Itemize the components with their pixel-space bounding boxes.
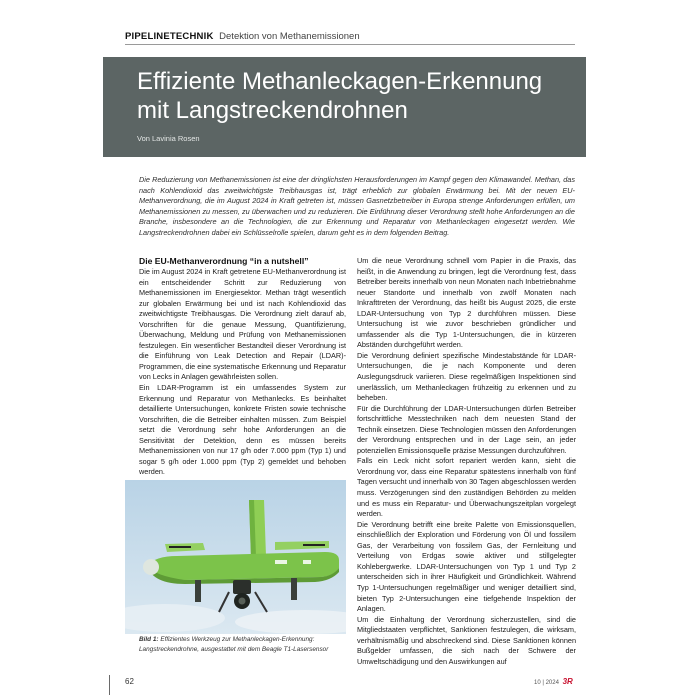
drone-photo xyxy=(125,480,346,634)
footer-mark xyxy=(109,675,110,695)
page-number: 62 xyxy=(125,677,134,686)
drone-illustration xyxy=(125,480,346,634)
paragraph: Die Verordnung betrifft eine breite Palette von Emissionsquellen, einschließlich der Exploration und Förderung von Öl und fossilem Gas, der Verarbeitung von fossilem Gas, der Fernleitung und Verteilung von Erdgas sowie aktiver und stillgelegter Kohlebergwerke. LDAR-Untersuchungen von Typ 1 und Typ 2 unterscheiden sich in ihrer Häufigkeit und Gründlichkeit. Während Typ 1-Untersuchungen regelmäßiger und weniger detailliert sind, bieten Typ 2-Untersuchungen eine tiefgehende Inspektion der Anlagen. xyxy=(357,519,576,614)
magazine-logo: 3R xyxy=(562,677,573,686)
issue-label: 10 | 2024 xyxy=(534,680,559,686)
paragraph: Ein LDAR-Programm ist ein umfassendes System zur Erkennung und Reparatur von Methanlecks. Es beinhaltet detaillierte Untersuchungen, konkrete Fristen sowie technische Vorschriften, die die Betreiber einhalten müssen. Zum Beispiel setzt die Verordnung sehr hohe Anforderungen an die Sensitivität der Detektion, denn es müssen bereits Methanemissionen von nur 17 g/h oder 7.000 ppm (Typ 1) und sogar 5 g/h oder 1.000 ppm (Typ 2) gemeldet und behoben werden. xyxy=(139,383,346,477)
caption-text: Effizientes Werkzeug zur Methanleckagen-Erkennung: Langstreckendrohne, ausgestattet mit dem Beagle T1-Lasersensor xyxy=(139,636,329,653)
text-column-right xyxy=(357,256,576,667)
article-title: Effiziente Methanleckagen-Erkennung mit Langstreckendrohnen xyxy=(137,68,543,124)
paragraph: Um die Einhaltung der Verordnung sicherzustellen, sind die Mitgliedstaaten verpflichtet, Sanktionen festzulegen, die wirksam, verhältnismäßig und abschreckend sind. Diese Sanktionen können Bußgelder umfassen, die sich nach der Schwere der Umweltschädigung und den Auswirkungen auf xyxy=(357,614,576,666)
article-lead: Die Reduzierung von Methanemissionen ist eine der dringlichsten Herausforderungen im Kampf gegen den Klimawandel. Methan, das nach Kohlendioxid das zweitwichtigste Treibhausgas ist, trägt erheblich zur globalen Erwärmung bei. Mit der neuen EU-Methanverordnung, die im August 2024 in Kraft getreten ist, müssen Gasnetzbetreiber in Europa strenge Anforderungen erfüllen, um Methanemissionen zu messen, zu überwachen und zu reduzieren. Die Einführung dieser Verordnung stellt hohe Anforderungen an die Branche, insbesondere an die Technologien, die zur Erkennung und Reparatur von Methanleckagen eingesetzt werden. Wie Langstreckendrohnen dabei ein Schlüsselrolle spielen, darum geht es in dem folgenden Beitrag. xyxy=(139,175,575,237)
article-byline: Von Lavinia Rosen xyxy=(137,134,200,143)
rubric-subcategory: Detektion von Methanemissionen xyxy=(219,31,360,42)
paragraph: Falls ein Leck nicht sofort repariert werden kann, sieht die Verordnung vor, dass eine Reparatur spätestens innerhalb von fünf Tagen versucht und innerhalb von 30 Tagen abgeschlossen werden muss. Verzögerungen sind den zuständigen Behörden zu melden und es muss ein Reparatur- und Überwachungszeitplan vorgelegt werden. xyxy=(357,456,576,519)
footer-issue xyxy=(534,677,573,686)
rubric-divider xyxy=(125,44,575,45)
section-heading: Die EU-Methanverordnung “in a nutshell” xyxy=(139,256,309,266)
section-rubric xyxy=(125,31,360,42)
caption-label: Bild 1: xyxy=(139,636,159,643)
paragraph: Die im August 2024 in Kraft getretene EU-Methanverordnung ist ein entscheidender Schritt zur Reduzierung von Methanemissionen im Energiesektor. Methan trägt wesentlich zur globalen Erwärmung bei und ist nach Kohlendioxid das zweitwichtigste Treibhausgas. Die Verordnung zielt darauf ab, Vorschriften für die genaue Messung, Quantifizierung, Überwachung, Meldung und Prüfung von Methanemissionen festzulegen. Ein wesentlicher Bestandteil dieser Verordnung ist die Einführung von Leak Detection and Repair (LDAR)-Programmen, die eine systematische Erkennung und Reparatur von Lecks in Anlagen gewährleisten sollen. xyxy=(139,267,346,382)
paragraph: Für die Durchführung der LDAR-Untersuchungen dürfen Betreiber fortschrittliche Messtechniken nach dem neuesten Stand der Technik einsetzen. Diese Technologien müssen den Anforderungen der Verordnung entsprechen und in der Lage sein, an jeder potenziellen Emissionsquelle präzise Messungen durchzuführen. xyxy=(357,403,576,455)
paragraph: Die Verordnung definiert spezifische Mindestabstände für LDAR-Untersuchungen, die je nach Komponente und deren Auslegungsdruck variieren. Diese regelmäßigen Inspektionen sind unerlässlich, um Methanleckagen frühzeitig zu erkennen und zu beheben. xyxy=(357,350,576,403)
paragraph: Um die neue Verordnung schnell vom Papier in die Praxis, das heißt, in die Anwendung zu bringen, legt die Verordnung fest, dass Betreiber bereits innerhalb von neun Monaten nach Inbetriebnahme neuer Standorte und innerhalb von zwölf Monaten nach Inkrafttreten der Verordnung, das heißt bis August 2025, die erste LDAR-Untersuchung von Typ 2 durchführen müssen. Diese Untersuchung ist wie zuvor beschrieben gründlicher und umfassender als die Typ 1-Untersuchungen, die in kürzeren Abständen durchgeführt werden. xyxy=(357,256,576,350)
figure-caption xyxy=(139,635,346,654)
rubric-category: PIPELINETECHNIK xyxy=(125,31,214,42)
text-column-left xyxy=(139,256,346,478)
